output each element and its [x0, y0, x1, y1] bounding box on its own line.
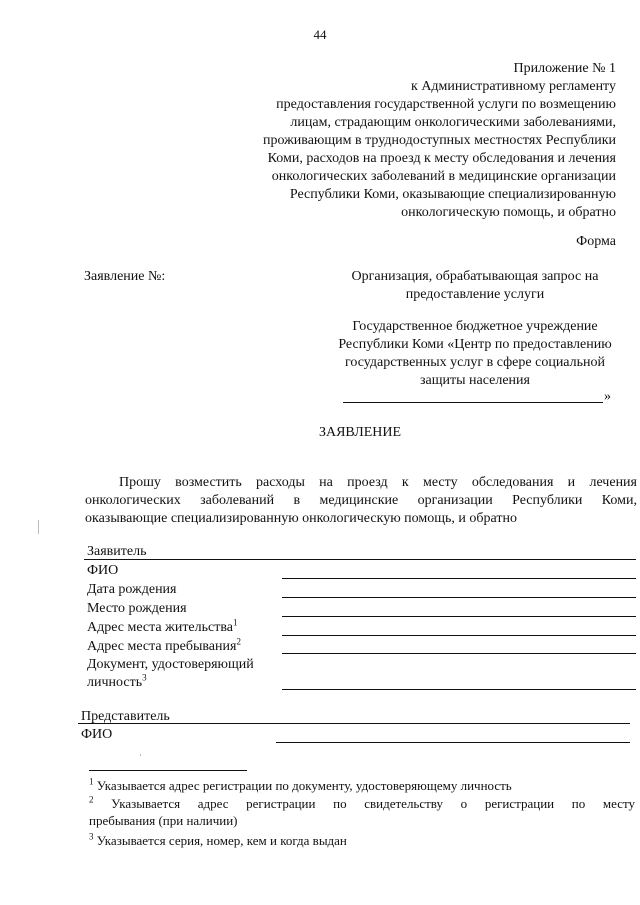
footnote-1-mark: 1: [89, 776, 94, 787]
appendix-line: лицам, страдающим онкологическими заболеваниями,: [290, 115, 616, 130]
footnote-separator: [89, 770, 247, 771]
footnote-2-text1: Указывается адрес регистрации по свидетельству о регистрации по месту: [111, 796, 636, 811]
organization-name: [320, 318, 630, 390]
identity-document-label: [87, 656, 254, 692]
footnote-1: [89, 777, 512, 794]
organization-blank-line: [343, 402, 603, 403]
form-label: Форма: [576, 234, 616, 249]
appendix-line: Приложение № 1: [513, 61, 616, 76]
footnote-2-mark: 2: [89, 794, 94, 805]
representative-fio-label: ФИО: [81, 727, 113, 742]
scan-artifact: [38, 520, 39, 534]
footnote-ref-1: 1: [233, 617, 238, 628]
appendix-header: [196, 60, 616, 222]
residence-address-label: [87, 619, 238, 637]
organization-name-line: государственных услуг в сфере социальной: [344, 355, 606, 370]
organization-heading: [320, 268, 630, 304]
request-line: онкологических заболеваний в медицинские организации Республики Коми,: [85, 493, 637, 508]
appendix-line: онкологическую помощь, и обратно: [401, 205, 616, 220]
footnote-2-text2: пребывания (при наличии): [89, 813, 238, 828]
appendix-line: предоставления государственной услуги по возмещению: [276, 97, 616, 112]
request-line: Прошу возместить расходы на проезд к месту обследования и лечения: [119, 475, 637, 490]
appendix-line: к Административному регламенту: [411, 79, 616, 94]
birth-date-field[interactable]: [282, 597, 636, 598]
appendix-line: Коми, расходов на проезд к месту обследования и лечения: [267, 151, 616, 166]
identity-document-line1: Документ, удостоверяющий: [87, 657, 254, 672]
footnote-2: [89, 795, 635, 829]
footnote-2-line1: [89, 795, 635, 812]
request-paragraph: [85, 474, 637, 528]
footnote-3-mark: 3: [89, 831, 94, 842]
footnote-ref-2: 2: [236, 636, 241, 647]
organization-name-line: Республики Коми «Центр по предоставлению: [338, 337, 612, 352]
application-number-label: Заявление №:: [84, 269, 166, 284]
identity-document-line2: личность: [87, 675, 143, 690]
organization-heading-line: Организация, обрабатывающая запрос на: [351, 269, 599, 284]
footnote-ref-3: 3: [142, 672, 147, 683]
stay-address-label: [87, 638, 241, 656]
applicant-section-line: [84, 559, 636, 560]
representative-fio-field[interactable]: [276, 742, 630, 743]
residence-address-text: Адрес места жительства: [87, 620, 233, 635]
closing-quote: »: [604, 389, 611, 404]
footnote-1-text: Указывается адрес регистрации по документу, удостоверяющему личность: [96, 778, 512, 793]
organization-name-line: Государственное бюджетное учреждение: [352, 319, 598, 334]
applicant-fio-field[interactable]: [282, 578, 636, 579]
footnote-3-text: Указывается серия, номер, кем и когда выдан: [96, 833, 347, 848]
organization-name-line: защиты населения: [420, 373, 530, 388]
stay-address-field[interactable]: [282, 653, 636, 654]
footnote-3: [89, 832, 347, 849]
document-title: ЗАЯВЛЕНИЕ: [318, 425, 402, 440]
birth-date-label: Дата рождения: [87, 582, 177, 597]
page-number: 44: [313, 27, 327, 42]
appendix-line: проживающим в труднодоступных местностях Республики: [262, 133, 616, 148]
birth-place-field[interactable]: [282, 616, 636, 617]
appendix-line: онкологических заболеваний в медицинские организации: [271, 169, 616, 184]
representative-section-label: Представитель: [81, 709, 170, 724]
residence-address-field[interactable]: [282, 635, 636, 636]
scan-artifact: [140, 754, 141, 756]
organization-heading-line: предоставление услуги: [405, 287, 545, 302]
stay-address-text: Адрес места пребывания: [87, 639, 237, 654]
birth-place-label: Место рождения: [87, 601, 187, 616]
applicant-section-label: Заявитель: [87, 544, 147, 559]
request-line: оказывающие специализированную онкологическую помощь, и обратно: [85, 511, 517, 526]
representative-section-line: [78, 723, 630, 724]
appendix-line: Республики Коми, оказывающие специализированную: [289, 187, 616, 202]
applicant-fio-label: ФИО: [87, 563, 119, 578]
identity-document-field[interactable]: [282, 689, 636, 690]
